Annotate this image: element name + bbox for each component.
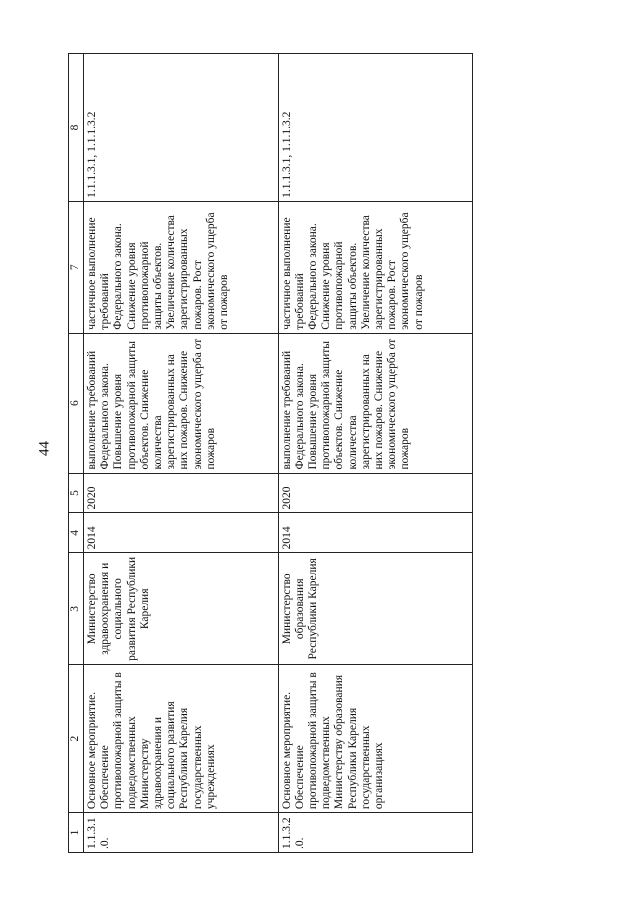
expected-result: выполнение требований Федерального закона. Повышение уровня противопожарной защиты объектов. Снижение количества зарегистрированных на них пожаров. Снижение экономического ущерба от пожаров	[84, 333, 279, 473]
executor: Министерство здравоохранения и социального развития Республики Карелия	[84, 553, 279, 665]
indicator-link: 1.1.1.3.1, 1.1.1.3.2	[84, 54, 279, 202]
column-header: 5	[69, 473, 84, 513]
row-code: 1.1.3.2.0.	[278, 813, 473, 853]
rotated-table-wrapper	[68, 53, 473, 853]
page-number: 44	[36, 441, 53, 456]
column-header: 2	[69, 665, 84, 813]
column-header: 7	[69, 201, 84, 333]
non-implementation-consequences: частичное выполнение требований Федерального закона. Снижение уровня противопожарной защиты объектов. Увеличение количества зарегистрированных пожаров. Рост экономического ущерба от пожаров	[278, 201, 473, 333]
table-row	[84, 54, 279, 853]
row-code: 1.1.3.1.0.	[84, 813, 279, 853]
end-year: 2020	[278, 473, 473, 513]
indicator-link: 1.1.1.3.1, 1.1.1.3.2	[278, 54, 473, 202]
expected-result: выполнение требований Федерального закона. Повышение уровня противопожарной защиты объектов. Снижение количества зарегистрированных на них пожаров. Снижение экономического ущерба от пожаров	[278, 333, 473, 473]
header-row	[69, 54, 84, 853]
table-row	[278, 54, 473, 853]
column-header: 1	[69, 813, 84, 853]
event-name: Основное мероприятие. Обеспечение противопожарной защиты в подведомственных Министерству здравоохранения и социального развития Республики Карелия государственных учреждениях	[84, 665, 279, 813]
executor: Министерство образования Республики Карелия	[278, 553, 473, 665]
start-year: 2014	[84, 513, 279, 553]
end-year: 2020	[84, 473, 279, 513]
event-name: Основное мероприятие. Обеспечение противопожарной защиты в подведомственных Министерству образования Республики Карелия государственных организациях	[278, 665, 473, 813]
column-header: 8	[69, 54, 84, 202]
start-year: 2014	[278, 513, 473, 553]
program-events-table	[68, 53, 473, 853]
column-header: 3	[69, 553, 84, 665]
column-header: 4	[69, 513, 84, 553]
column-header: 6	[69, 333, 84, 473]
non-implementation-consequences: частичное выполнение требований Федерального закона. Снижение уровня противопожарной защиты объектов. Увеличение количества зарегистрированных пожаров. Рост экономического ущерба от пожаров	[84, 201, 279, 333]
